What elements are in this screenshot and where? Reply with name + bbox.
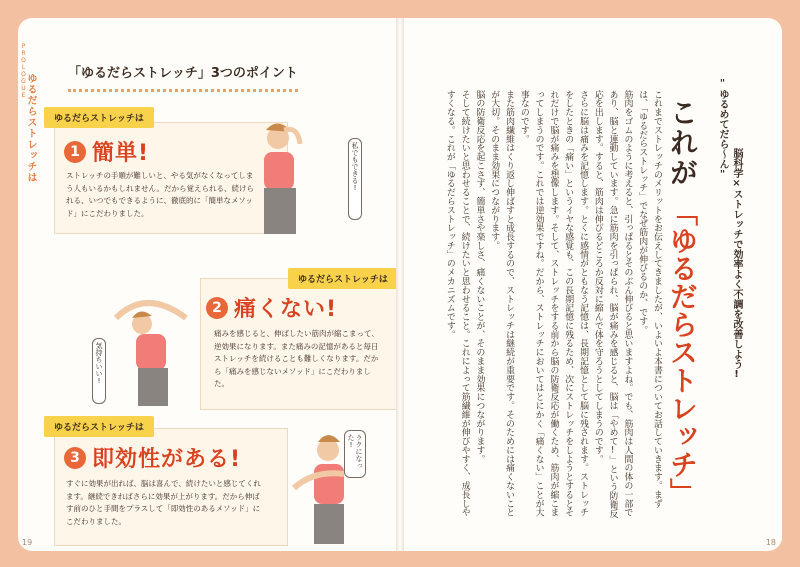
main-title-line2: 「ゆるだらストレッチ」 [666, 198, 699, 506]
point-desc-1: ストレッチの手順が難しいと、やる気がなくなってしまう人もいるかもしれません。だから覚えられる、続けられる、いつでもできるように、徹底的に「簡単なメソッド」にこだわりました。 [66, 171, 254, 218]
point-desc-3: すぐに効果が出れば、脳は喜んで、続けたいと感じてくれます。継続できればさらに効果が上がります。だから伸ばす前のひと手間をプラスして「即効性のあるメソッド」にこだわりました。 [66, 479, 261, 526]
point-number-1: 1 [64, 141, 86, 163]
point-title-3 [64, 442, 241, 473]
point-tag-1: ゆるだらストレッチは [44, 107, 154, 128]
catch-small: "ゆるめてだら〜ん" [717, 78, 728, 180]
side-small-label: PROLOGUE [20, 43, 27, 99]
body-text: これまでストレッチのメリットをお伝えしてきましたが、いよいよ本書についてお話していきます。まずは、「ゆるだらストレッチ」でなぜ筋肉が伸びるのか、です。 筋肉をゴムのように考えると、引っぱるとそのぶん伸びると思いますよね。でも、筋肉は人間の体の一部であり、脳と連動しています。急に筋肉を引っぱられ、脳が痛みを感じると、脳は「やめて!」という防衛反応を出します。すると、筋肉は伸びるどころか反対に縮んで体を守ろうとしてしまうのです。 さらに脳は痛みを記憶します。とくに感情がともなう記憶は、長期記憶として脳に残されます。ストレッチをしたときの「痛い」というイヤな感覚も、この長期記憶に残るため、次にストレッチをしようとするとそれだけで脳が痛みを想像します。そして、ストレッチをする前から脳の防衛反応が働くため、筋肉が縮こまってしまうのです。これでは逆効果ですね。だから、ストレッチにおいてはとにかく「痛くない」ことが大事なのです。 また筋肉繊維はくり返し伸ばすと成長するので、ストレッチは継続が重要です。そのためには痛くないことが大切。そのまま効果につながります。 脳の防衛反応を起こさず、簡単さや楽しさ、痛くないことが、そのまま効果につながります。 そして続けたいと思わせることで、続けたいと思わせること。これによって筋繊維が伸びやすく、成長しやすくなる。これが「ゆるだらストレッチ」のメカニズムです。 [444, 90, 662, 518]
speech-bubble-1: 私でもできる! [348, 138, 362, 220]
woman-side-stretch-illustration [106, 278, 196, 412]
point-title-2 [206, 292, 337, 323]
speech-bubble-2: 気持ちいい! [92, 338, 106, 404]
point-title-1 [64, 136, 149, 167]
point-title-text-1: 簡単! [92, 141, 150, 166]
point-title-text-3: 即効性がある! [92, 447, 242, 472]
left-page [18, 18, 396, 551]
page-number-left: 19 [22, 538, 33, 547]
point-tag-2: ゆるだらストレッチは [288, 268, 398, 289]
book-gutter [396, 18, 404, 551]
heading-dots [68, 85, 298, 92]
page-number-right: 18 [765, 538, 776, 547]
woman-neck-stretch-illustration [246, 118, 316, 242]
point-number-2: 2 [206, 297, 228, 319]
catch-main: 脳科学×ストレッチで効率よく不調を改善しよう! [731, 148, 742, 380]
speech-bubble-3: ラクになった! [344, 430, 366, 478]
point-title-text-2: 痛くない! [234, 297, 338, 322]
point-tag-3: ゆるだらストレッチは [44, 416, 154, 437]
points-heading-text: 「ゆるだらストレッチ」3つのポイント [68, 66, 298, 81]
right-page [404, 18, 782, 551]
point-desc-2: 痛みを感じると、伸ばしたい筋肉が縮こまって、逆効果になります。また痛みの記憶があると毎日ストレッチを続けることも難しくなります。だから「痛みを感じないメソッド」にこだわりました。 [214, 329, 379, 389]
main-title-line1: これが [666, 98, 699, 188]
point-number-3: 3 [64, 447, 86, 469]
side-section-label: ゆるだらストレッチは [25, 73, 36, 183]
points-heading [68, 62, 298, 92]
